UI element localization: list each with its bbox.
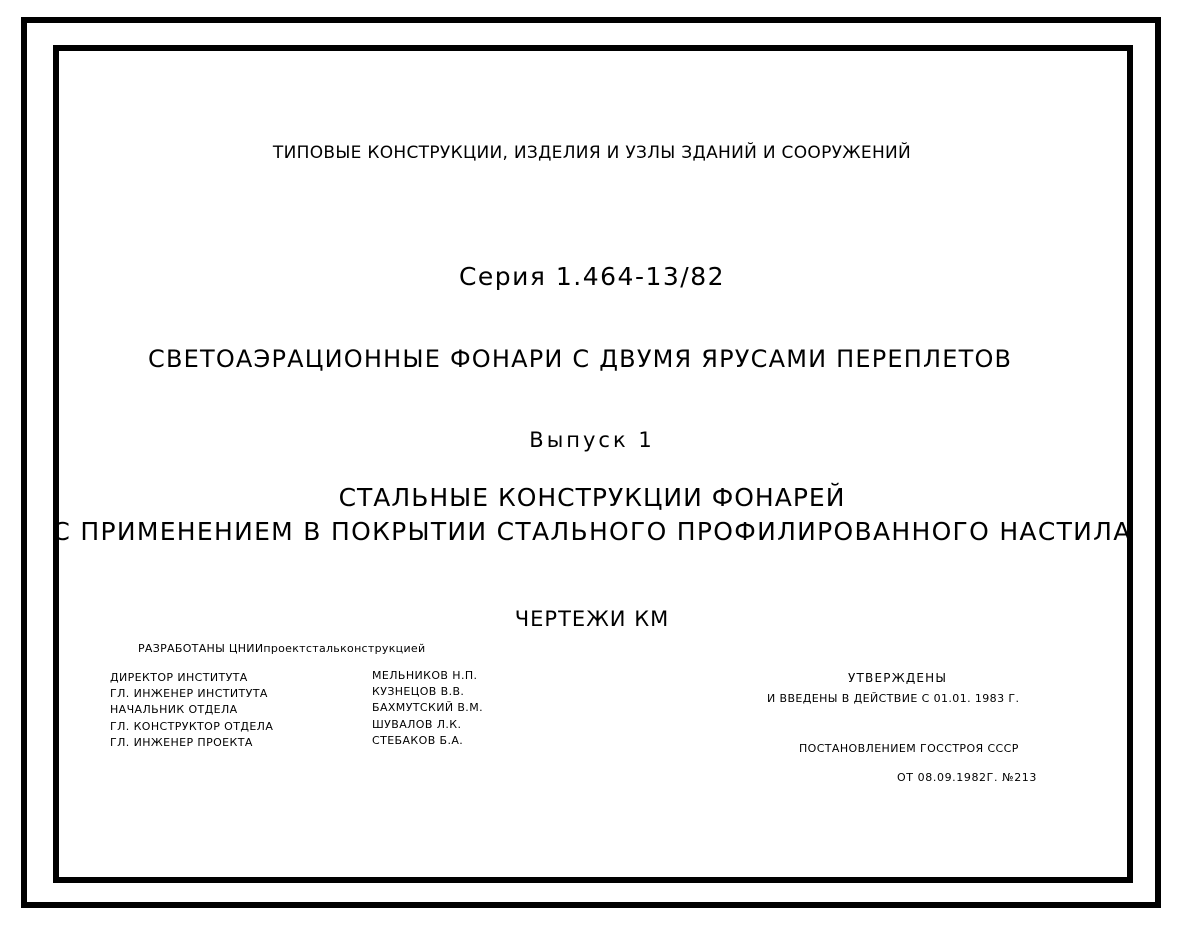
name-item: КУЗНЕЦОВ В.В. [372, 685, 465, 699]
approval-heading: УТВЕРЖДЕНЫ [848, 671, 948, 685]
approval-date: ОТ 08.09.1982Г. №213 [897, 771, 1037, 784]
inner-frame [53, 45, 1133, 883]
staff-roles [110, 672, 273, 753]
approval-decree: ПОСТАНОВЛЕНИЕМ ГОССТРОЯ СССР [799, 742, 1019, 755]
developer-line: РАЗРАБОТАНЫ ЦНИИпроектстальконструкцией [138, 642, 426, 655]
role-item: ГЛ. КОНСТРУКТОР ОТДЕЛА [110, 719, 274, 733]
approval-effective: И ВВЕДЕНЫ В ДЕЙСТВИЕ С 01.01. 1983 Г. [767, 692, 1020, 705]
series-number: Серия 1.464-13/82 [458, 262, 726, 291]
role-item: ДИРЕКТОР ИНСТИТУТА [110, 671, 248, 684]
subtitle-line-1: СТАЛЬНЫЕ КОНСТРУКЦИИ ФОНАРЕЙ [338, 483, 846, 512]
role-item: ГЛ. ИНЖЕНЕР ИНСТИТУТА [110, 687, 268, 701]
role-item: НАЧАЛЬНИК ОТДЕЛА [110, 703, 238, 717]
name-item: БАХМУТСКИЙ В.М. [372, 701, 483, 715]
issue-number: Выпуск 1 [529, 428, 655, 452]
role-item: ГЛ. ИНЖЕНЕР ПРОЕКТА [110, 735, 253, 749]
subtitle-line-2: С ПРИМЕНЕНИЕМ В ПОКРЫТИИ СТАЛЬНОГО ПРОФИЛИРОВАННОГО НАСТИЛА [52, 517, 1132, 546]
drawings-label: ЧЕРТЕЖИ КМ [514, 607, 670, 631]
name-item: СТЕБАКОВ Б.А. [372, 733, 464, 747]
header-line: ТИПОВЫЕ КОНСТРУКЦИИ, ИЗДЕЛИЯ И УЗЛЫ ЗДАНИЙ И СООРУЖЕНИЙ [272, 143, 912, 163]
name-item: ШУВАЛОВ Л.К. [372, 717, 462, 731]
name-item: МЕЛЬНИКОВ Н.П. [372, 669, 478, 682]
staff-names [372, 670, 483, 751]
document-title: СВЕТОАЭРАЦИОННЫЕ ФОНАРИ С ДВУМЯ ЯРУСАМИ ПЕРЕПЛЕТОВ [148, 345, 1013, 373]
